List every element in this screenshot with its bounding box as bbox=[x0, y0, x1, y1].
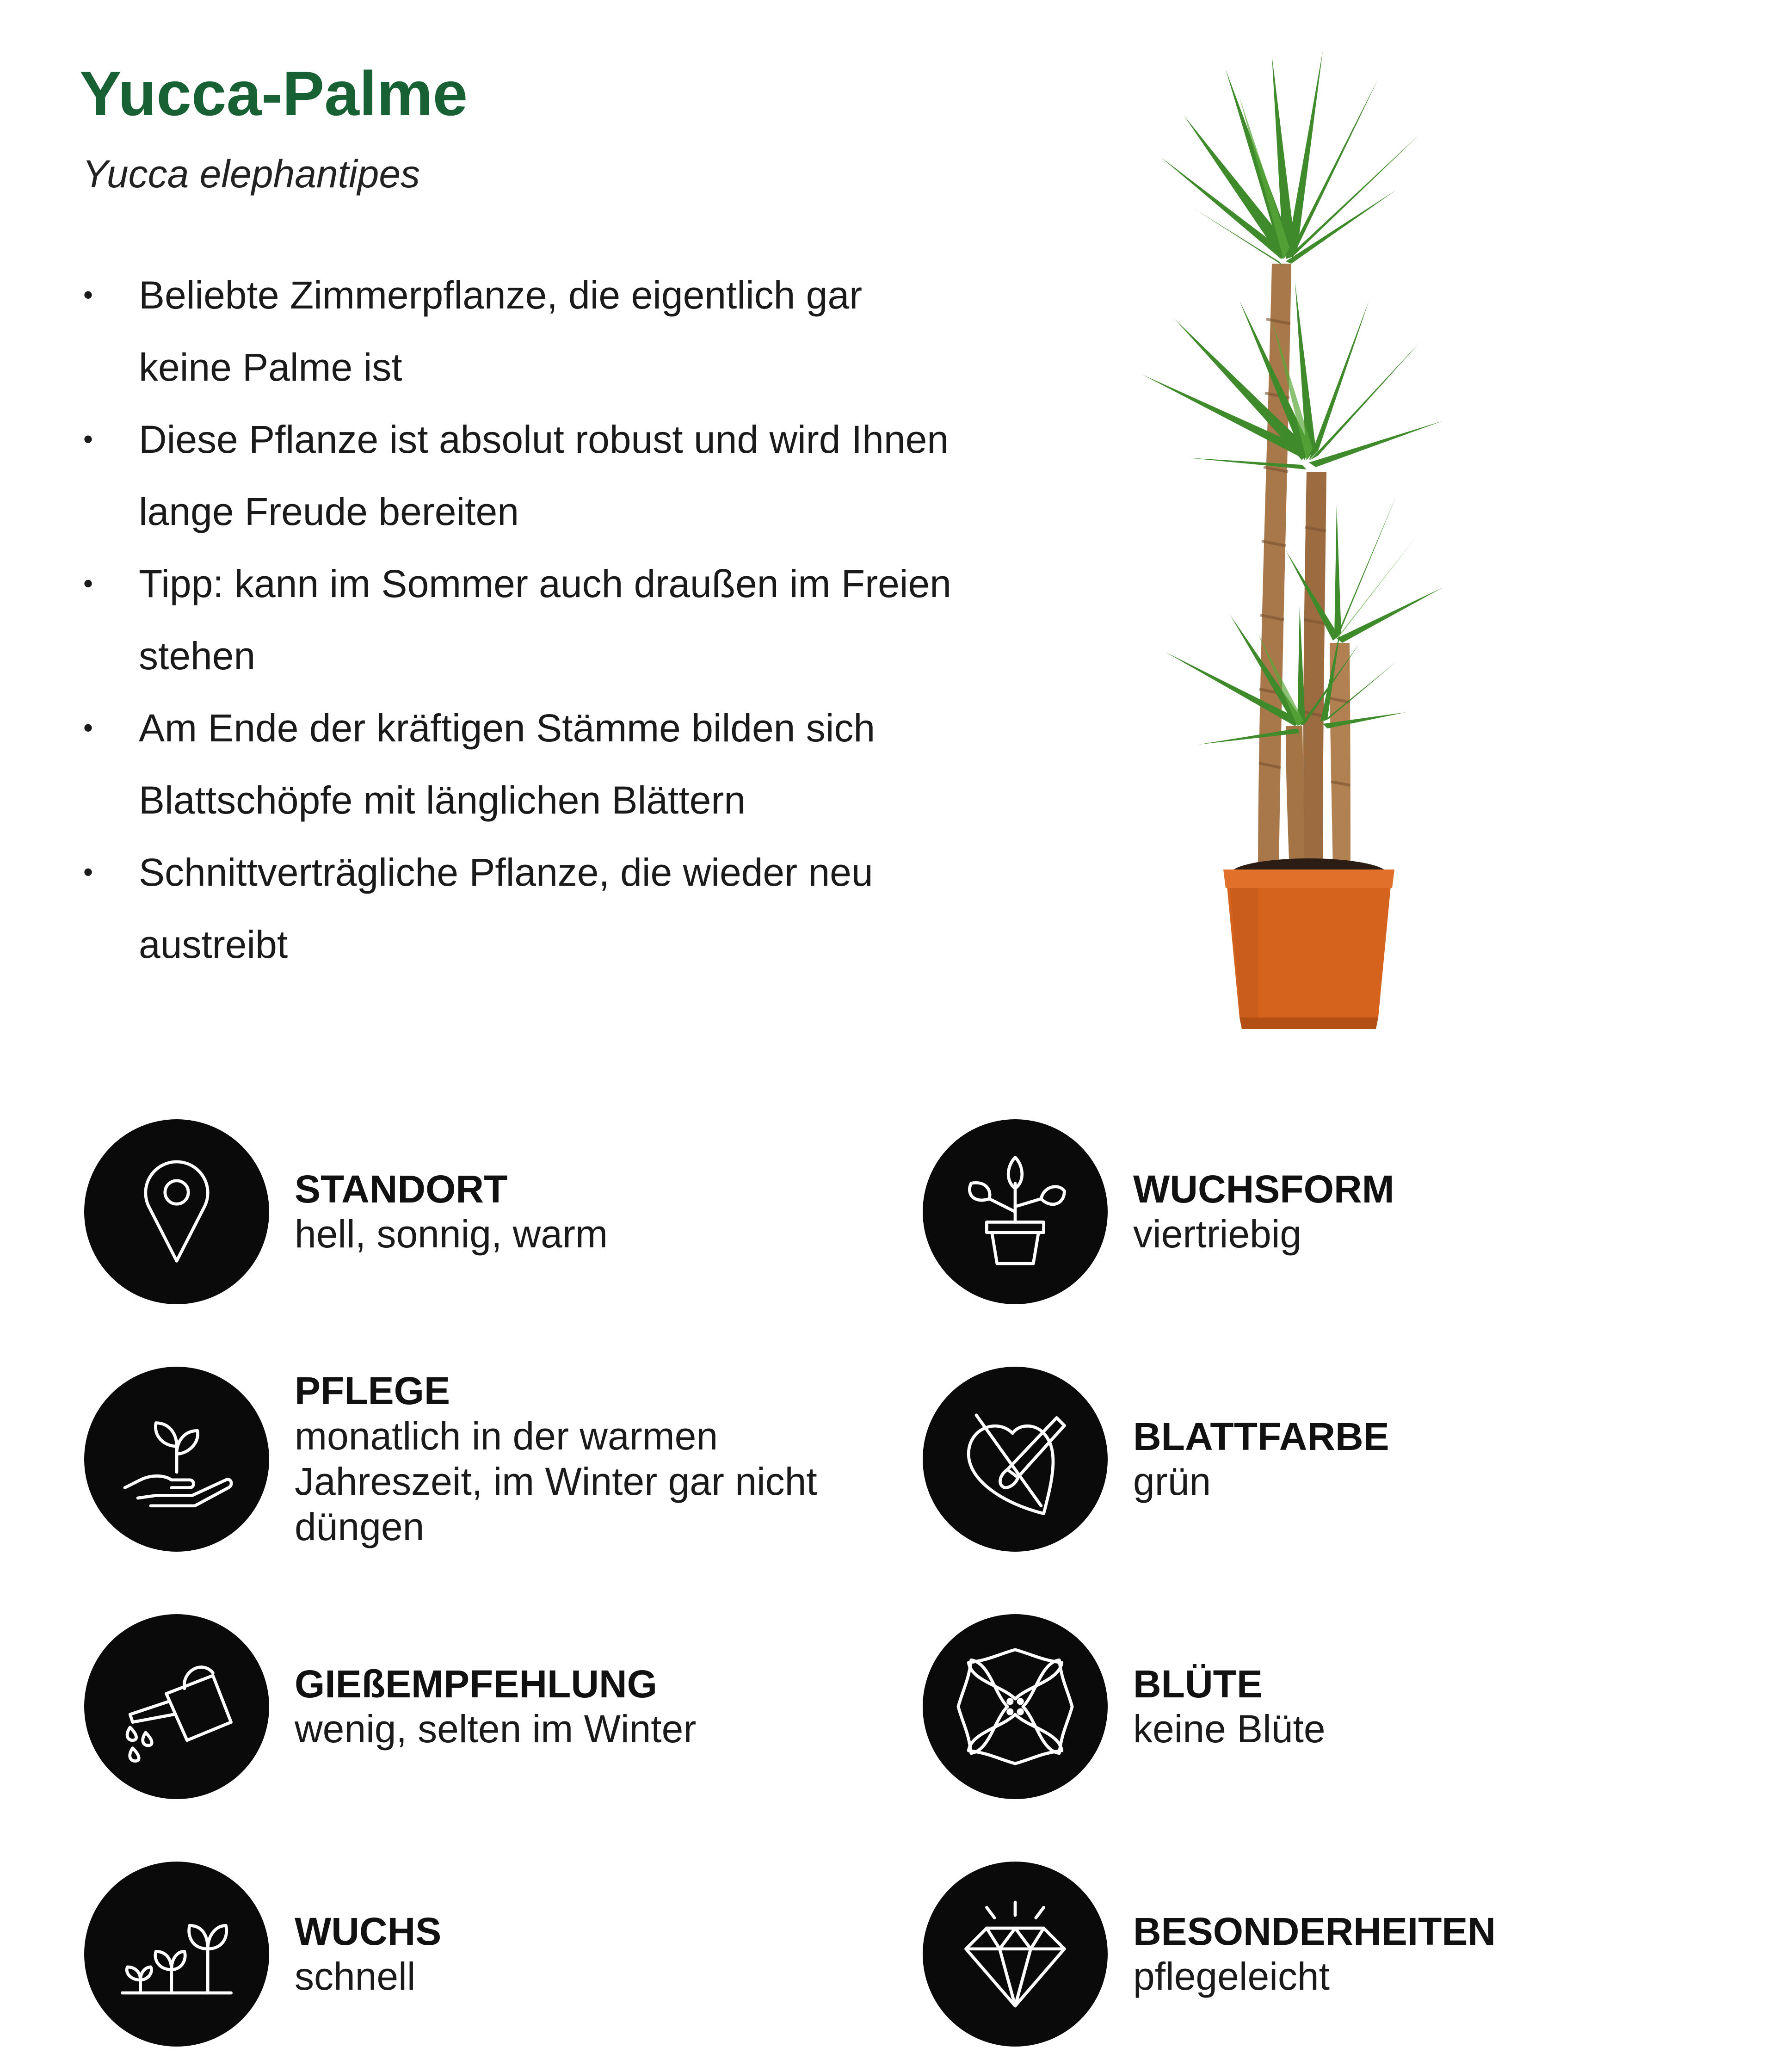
product-title: Yucca-Palme bbox=[80, 58, 468, 129]
leaf-color-circle bbox=[923, 1367, 1108, 1552]
feature-text: Diese Pflanze ist absolut robust und wird Ihnen lange Freude bereiten bbox=[139, 418, 949, 533]
attribute-label: PFLEGE bbox=[295, 1369, 450, 1413]
attribute-label: GIEßEMPFEHLUNG bbox=[295, 1662, 658, 1706]
leaf-brush-icon bbox=[950, 1394, 1080, 1524]
feature-item bbox=[79, 259, 957, 403]
feature-item bbox=[79, 548, 957, 692]
attribute-text bbox=[295, 1614, 873, 1799]
special-circle bbox=[923, 1862, 1108, 2047]
attribute-text bbox=[1133, 1367, 1711, 1552]
feature-list bbox=[79, 259, 957, 980]
bullet-dot: • bbox=[83, 857, 93, 888]
watering-circle bbox=[84, 1614, 269, 1799]
blossom-circle bbox=[923, 1614, 1108, 1799]
attribute-text bbox=[295, 1862, 873, 2047]
botanical-name: Yucca elephantipes bbox=[82, 152, 420, 196]
attribute-value: keine Blüte bbox=[1133, 1707, 1326, 1751]
growth-circle bbox=[84, 1862, 269, 2047]
attribute-text bbox=[295, 1119, 873, 1304]
feature-item bbox=[79, 403, 957, 548]
feature-text: Beliebte Zimmerpflanze, die eigentlich gar keine Palme ist bbox=[139, 273, 863, 389]
bullet-dot: • bbox=[83, 424, 93, 455]
attribute-wuchsform bbox=[923, 1119, 1709, 1304]
shape-circle bbox=[923, 1119, 1108, 1304]
attribute-value: monatlich in der warmen Jahreszeit, im Winter gar nicht düngen bbox=[295, 1414, 817, 1549]
flower-icon bbox=[950, 1642, 1080, 1771]
watering-can-icon bbox=[112, 1642, 241, 1771]
attribute-giessen bbox=[84, 1614, 870, 1799]
potted-plant-icon bbox=[950, 1147, 1080, 1276]
attribute-bluete bbox=[923, 1614, 1709, 1799]
attribute-label: WUCHS bbox=[295, 1909, 442, 1953]
bullet-dot: • bbox=[83, 568, 93, 599]
feature-text: Am Ende der kräftigen Stämme bilden sich Blattschöpfe mit länglichen Blättern bbox=[139, 706, 876, 822]
attribute-text bbox=[1133, 1614, 1711, 1799]
attribute-text bbox=[1133, 1119, 1711, 1304]
attribute-text bbox=[295, 1367, 873, 1552]
feature-text: Tipp: kann im Sommer auch draußen im Freien stehen bbox=[139, 562, 951, 678]
yucca-plant-image bbox=[1119, 42, 1489, 1036]
diamond-icon bbox=[950, 1889, 1080, 2019]
attribute-label: BLATTFARBE bbox=[1133, 1414, 1389, 1458]
attribute-value: hell, sonnig, warm bbox=[295, 1212, 608, 1256]
attribute-blattfarbe bbox=[923, 1367, 1709, 1552]
attribute-text bbox=[1133, 1862, 1711, 2047]
bullet-dot: • bbox=[83, 279, 93, 310]
attribute-value: schnell bbox=[295, 1955, 416, 1998]
location-pin-icon bbox=[112, 1147, 241, 1276]
attribute-wuchs bbox=[84, 1862, 870, 2047]
attribute-value: viertriebig bbox=[1133, 1212, 1302, 1256]
attribute-value: pflegeleicht bbox=[1133, 1955, 1330, 1998]
feature-item bbox=[79, 836, 957, 980]
attribute-standort bbox=[84, 1119, 870, 1304]
attribute-value: grün bbox=[1133, 1460, 1211, 1504]
attribute-label: STANDORT bbox=[295, 1167, 508, 1211]
attribute-label: BLÜTE bbox=[1133, 1662, 1263, 1706]
attribute-value: wenig, selten im Winter bbox=[295, 1707, 697, 1751]
feature-item bbox=[79, 692, 957, 836]
growing-sprouts-icon bbox=[112, 1889, 241, 2019]
attribute-label: BESONDERHEITEN bbox=[1133, 1909, 1496, 1953]
attribute-label: WUCHSFORM bbox=[1133, 1167, 1394, 1211]
attribute-pflege bbox=[84, 1367, 870, 1552]
attribute-besonderheiten bbox=[923, 1862, 1709, 2047]
feature-text: Schnittverträgliche Pflanze, die wieder neu austreibt bbox=[139, 851, 873, 966]
care-circle bbox=[84, 1367, 269, 1552]
seedling-hand-icon bbox=[112, 1394, 241, 1524]
bullet-dot: • bbox=[83, 712, 93, 743]
location-circle bbox=[84, 1119, 269, 1304]
